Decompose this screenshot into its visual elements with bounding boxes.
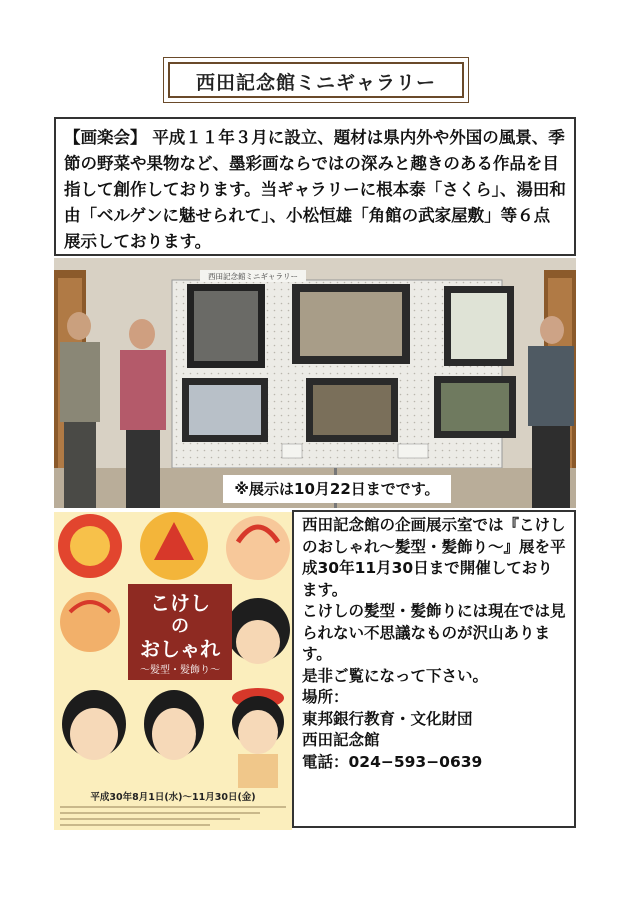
info-line: 場所：	[302, 688, 349, 706]
info-line: 東邦銀行教育・文化財団	[302, 709, 473, 728]
gallery-photo-illustration	[54, 258, 576, 508]
kokeshi-poster-illustration	[54, 512, 292, 830]
info-line: 西田記念館の企画展示室では『こけしのおしゃれ〜髪型・髪飾り〜』展を平成30年11月30日まで開催しております。	[302, 516, 566, 599]
poster-title-line2: の	[171, 616, 189, 637]
title-box	[163, 57, 469, 103]
poster-subtitle: 〜髪型・髪飾り〜	[140, 665, 220, 676]
info-box	[292, 510, 576, 828]
photo-caption: ※展示は10月22日までです。	[223, 475, 451, 503]
info-line: 是非ご覧になって下さい。	[302, 666, 489, 685]
info-line: こけしの髪型・髪飾りには現在では見られない不思議なものが沢山あります。	[302, 602, 566, 663]
kokeshi-poster	[54, 512, 292, 830]
intro-text: 【画楽会】 平成１１年３月に設立、題材は県内外や外国の風景、季節の野菜や果物など、墨彩画ならではの深みと趣きのある作品を目指して創作しております。当ギャラリーに根本泰「さくら」、湯田和由「ベルゲンに魅せられて」、小松恒雄「角館の武家屋敷」等６点展示しております。	[54, 117, 576, 256]
poster-title-line1: こけし	[150, 591, 210, 615]
poster-title-line3: おしゃれ	[140, 637, 220, 661]
info-line: 西田記念館	[302, 731, 380, 749]
gallery-photo	[54, 258, 576, 508]
wall-sign-text: 西田記念館ミニギャラリー	[208, 272, 298, 281]
poster-dates: 平成30年8月1日(水)〜11月30日(金)	[90, 792, 256, 803]
info-phone: 電話：024−593−0639	[302, 752, 483, 771]
page-title: 西田記念館ミニギャラリー	[195, 72, 436, 94]
